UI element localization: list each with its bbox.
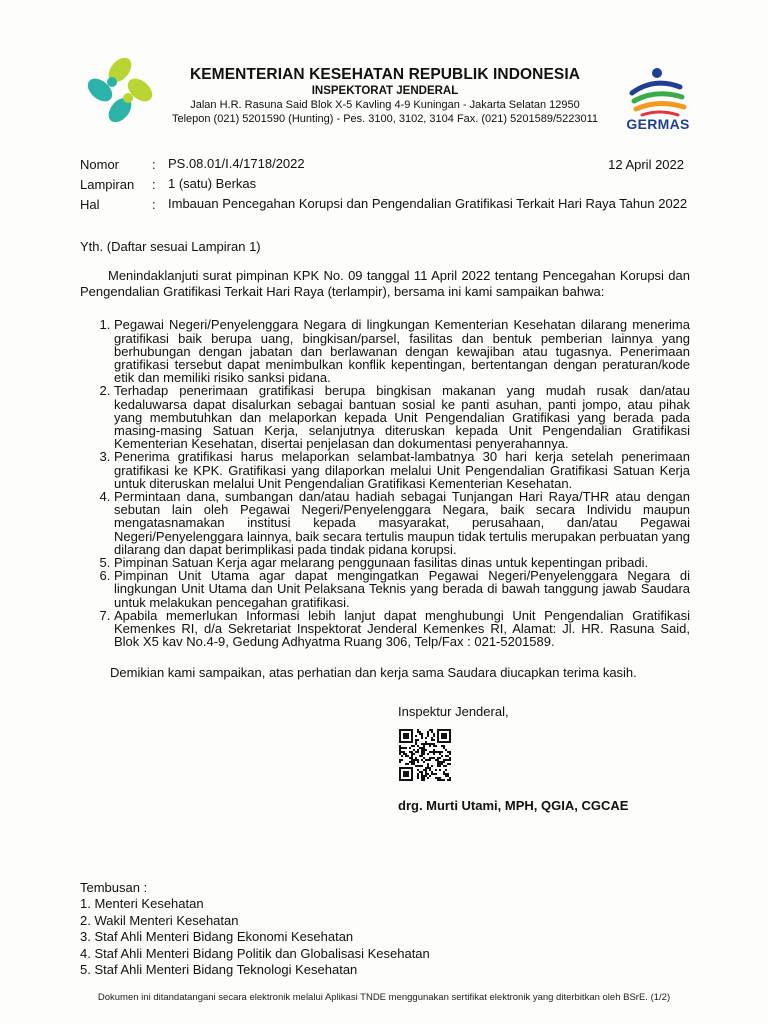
letter-date: 12 April 2022 xyxy=(608,157,684,172)
lampiran-row xyxy=(80,177,688,197)
list-item: 1. Menteri Kesehatan xyxy=(80,896,204,912)
list-item: 5. Staf Ahli Menteri Bidang Teknologi Kesehatan xyxy=(80,962,358,978)
list-item: 1. Pegawai Negeri/Penyelenggara Negara di lingkungan Kementerian Kesehatan dilarang menerima gratifikasi baik berupa uang, bingkisan/parsel, fasilitas dan bentuk pemberian lainnya yang berhubungan dengan jabatan dan berlawanan dengan kewajiban atau tugasnya. Penerimaan gratifikasi tersebut dapat menimbulkan konflik kepentingan, bertentangan dengan peraturan/kode etik dan memiliki risiko sanksi pidana. xyxy=(114,318,690,384)
list-item: 3. Staf Ahli Menteri Bidang Ekonomi Kesehatan xyxy=(80,929,354,945)
e-signature-footer: Dokumen ini ditandatangani secara elektronik melalui Aplikasi TNDE menggunakan sertifikat elektronik yang diterbitkan oleh BSrE. (1/2) xyxy=(97,992,671,1003)
lampiran-label: Lampiran xyxy=(80,177,135,192)
addressee: Yth. (Daftar sesuai Lampiran 1) xyxy=(80,239,261,254)
hal-value: Imbauan Pencegahan Korupsi dan Pengendalian Gratifikasi Terkait Hari Raya Tahun 2022 xyxy=(168,196,688,211)
tembusan-section xyxy=(80,880,430,978)
colon: : xyxy=(152,157,156,172)
list-item: 4. Staf Ahli Menteri Bidang Politik dan Globalisasi Kesehatan xyxy=(80,945,430,961)
hal-row xyxy=(80,197,688,215)
nomor-row xyxy=(80,157,688,177)
list-item: 2. Terhadap penerimaan gratifikasi berupa bingkisan makanan yang mudah rusak dan/atau kedaluwarsa dapat disalurkan sebagai bantuan sosial ke panti asuhan, panti jompo, atau pihak yang membutuhkan dan melaporkan kepada Unit Pengendalian Gratifikasi yang berada pada masing-masing Satuan Kerja, selanjutnya diteruskan kepada Unit Pengendalian Gratifikasi Kementerian Kesehatan, disertai penjelasan dan dokumentasi penyerahannya. xyxy=(114,384,690,450)
list-item: 4. Permintaan dana, sumbangan dan/atau hadiah sebagai Tunjangan Hari Raya/THR atau dengan sebutan lain oleh Pegawai Negeri/Penyelenggara Negara, baik secara Individu maupun mengatasnamakan institusi kepada masyarakat, perusahaan, dan/atau Pegawai Negeri/Penyelenggara lainnya, baik secara tertulis maupun tidak tertulis merupakan perbuatan yang dilarang dan dapat berimplikasi pada tindak pidana korupsi. xyxy=(114,490,690,556)
intro-paragraph: Menindaklanjuti surat pimpinan KPK No. 09 tanggal 11 April 2022 tentang Pencegahan Korupsi dan Pengendalian Gratifikasi Terkait Hari Raya (terlampir), bersama ini kami sampaikan bahwa: xyxy=(80,268,690,300)
list-item: 5. Pimpinan Satuan Kerja agar melarang penggunaan fasilitas dinas untuk kepentingan pribadi. xyxy=(114,556,690,569)
letter-body xyxy=(80,240,690,681)
nomor-label: Nomor xyxy=(80,157,120,172)
unit-name: INSPEKTORAT JENDERAL xyxy=(311,85,459,97)
qr-code-icon xyxy=(398,729,452,781)
nomor-value: PS.08.01/I.4/1718/2022 xyxy=(168,156,305,171)
ministry-name: KEMENTERIAN KESEHATAN REPUBLIK INDONESIA xyxy=(189,66,581,83)
kemenkes-logo-icon xyxy=(82,52,158,128)
list-item: 7. Apabila memerlukan Informasi lebih lanjut dapat menghubungi Unit Pengendalian Gratifikasi Kemenkes RI, d/a Sekretariat Inspektorat Jenderal Kemenkes RI, Alamat: Jl. HR. Rasuna Said, Blok X5 kav No.4-9, Gedung Adhyatma Ruang 306, Telp/Fax : 021-5201589. xyxy=(114,609,690,649)
hal-label: Hal xyxy=(80,197,100,212)
colon: : xyxy=(152,197,156,212)
list-item: 6. Pimpinan Unit Utama agar dapat mengingatkan Pegawai Negeri/Penyelenggara Negara di lingkungan Unit Utama dan Unit Pelaksana Teknis yang berada di bawah tanggung jawab Saudara untuk melakukan pencegahan gratifikasi. xyxy=(114,569,690,609)
letter-meta xyxy=(80,157,688,215)
list-item: 2. Wakil Menteri Kesehatan xyxy=(80,912,239,928)
tembusan-list xyxy=(80,896,430,978)
address: Jalan H.R. Rasuna Said Blok X-5 Kavling 4-9 Kuningan - Jakarta Selatan 12950 xyxy=(190,99,580,111)
signer-name: drg. Murti Utami, MPH, QGIA, CGCAE xyxy=(398,798,629,813)
tembusan-label: Tembusan : xyxy=(80,880,148,895)
letterhead xyxy=(150,66,620,126)
phone: Telepon (021) 5201590 (Hunting) - Pes. 3100, 3102, 3104 Fax. (021) 5201589/5223011 xyxy=(171,113,599,125)
list-item: 3. Penerima gratifikasi harus melaporkan selambat-lambatnya 30 hari kerja setelah penerimaan gratifikasi ke KPK. Gratifikasi yang dilaporkan melalui Unit Pengendalian Gratifikasi Satuan Kerja untuk diteruskan melalui Unit Pengendalian Gratifikasi Kementerian Kesehatan. xyxy=(114,450,690,490)
lampiran-value: 1 (satu) Berkas xyxy=(168,176,257,191)
points-list xyxy=(80,318,690,648)
signer-title: Inspektur Jenderal, xyxy=(398,704,509,719)
closing-paragraph: Demikian kami sampaikan, atas perhatian dan kerja sama Saudara diucapkan terima kasih. xyxy=(110,665,637,681)
colon: : xyxy=(152,177,156,192)
germas-label: GERMAS xyxy=(626,116,690,132)
